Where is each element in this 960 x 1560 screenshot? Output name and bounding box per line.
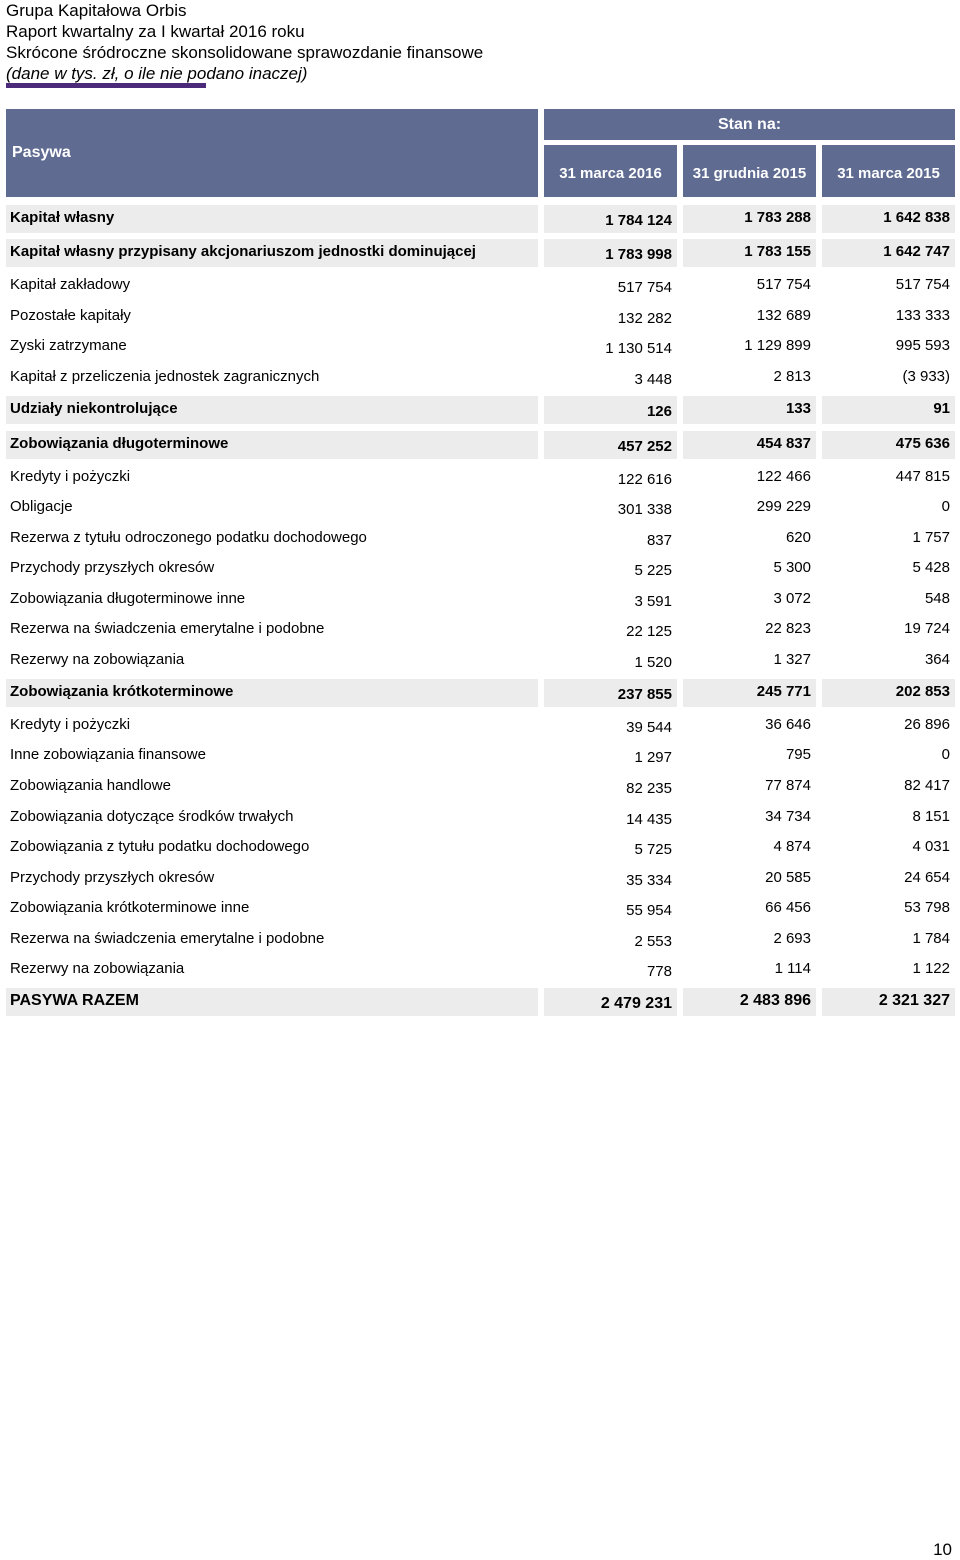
value-2016-03: 22 125 (626, 623, 672, 640)
row-label: Zobowiązania z tytułu podatku dochodowego (10, 838, 310, 855)
document-header (6, 0, 483, 84)
row-label: Pozostałe kapitały (10, 307, 131, 324)
value-2015-03: 447 815 (895, 468, 950, 485)
value-2015-03: 24 654 (904, 869, 950, 886)
value-2015-03: 133 333 (895, 307, 950, 324)
table-row (0, 742, 960, 770)
row-label: Kapitał własny (6, 205, 538, 233)
value-2016-03: 2 479 231 (544, 988, 677, 1016)
row-label: Rezerwa na świadczenia emerytalne i podobne (10, 930, 325, 947)
row-label: Zobowiązania krótkoterminowe inne (10, 899, 250, 916)
value-2015-12: 66 456 (765, 899, 811, 916)
table-row (0, 834, 960, 862)
stan-na-header: Stan na: (544, 109, 955, 140)
row-label: Przychody przyszłych okresów (10, 559, 215, 576)
statement-title: Skrócone śródroczne skonsolidowane sprawozdanie finansowe (6, 43, 484, 62)
value-2015-12: 1 114 (774, 960, 811, 977)
value-2015-12: 2 813 (773, 368, 811, 385)
row-label: Inne zobowiązania finansowe (10, 746, 206, 763)
value-2015-03: 1 784 (912, 930, 950, 947)
row-label: Kapitał własny przypisany akcjonariuszom jednostki dominującej (6, 239, 538, 267)
value-2016-03: 132 282 (617, 310, 672, 327)
value-2015-03: 82 417 (904, 777, 950, 794)
value-2015-12: 22 823 (765, 620, 811, 637)
table-row (0, 647, 960, 675)
value-2015-03: 1 122 (912, 960, 950, 977)
value-2016-03: 5 725 (634, 841, 672, 858)
row-label: Kredyty i pożyczki (10, 468, 131, 485)
value-2016-03: 35 334 (626, 872, 672, 889)
value-2016-03: 1 297 (634, 749, 672, 766)
value-2016-03: 837 (646, 532, 672, 549)
column-header-2015-12: 31 grudnia 2015 (683, 145, 816, 197)
table-row (0, 616, 960, 644)
table-row (0, 431, 960, 459)
value-2015-12: 454 837 (683, 431, 816, 459)
table-row (0, 272, 960, 300)
value-2015-12: 3 072 (773, 590, 811, 607)
table-row (0, 773, 960, 801)
value-2015-12: 77 874 (765, 777, 811, 794)
pasywa-header: Pasywa (6, 109, 538, 197)
value-2015-12: 2 693 (773, 930, 811, 947)
row-label: Rezerwy na zobowiązania (10, 960, 185, 977)
table-row (0, 555, 960, 583)
row-label: Zobowiązania handlowe (10, 777, 171, 794)
report-title: Raport kwartalny za I kwartał 2016 roku (6, 22, 305, 41)
value-2015-12: 4 874 (773, 838, 811, 855)
value-2015-12: 620 (785, 529, 811, 546)
value-2015-12: 1 783 288 (683, 205, 816, 233)
table-row (0, 364, 960, 392)
row-label: Kapitał zakładowy (10, 276, 131, 293)
value-2016-03: 1 130 514 (605, 340, 672, 357)
row-label: Przychody przyszłych okresów (10, 869, 215, 886)
value-2015-03: 1 642 747 (822, 239, 955, 267)
table-row (0, 712, 960, 740)
value-2016-03: 517 754 (617, 279, 672, 296)
value-2016-03: 1 520 (634, 654, 672, 671)
value-2015-03: 364 (924, 651, 950, 668)
table-row (0, 804, 960, 832)
value-2015-12: 122 466 (756, 468, 811, 485)
row-label: Kredyty i pożyczki (10, 716, 131, 733)
value-2015-12: 34 734 (765, 808, 811, 825)
value-2015-03: 8 151 (912, 808, 950, 825)
row-label: Kapitał z przeliczenia jednostek zagranicznych (10, 368, 320, 385)
table-row (0, 679, 960, 707)
row-label: Rezerwa na świadczenia emerytalne i podobne (10, 620, 325, 637)
value-2016-03: 126 (544, 396, 677, 424)
value-2015-12: 517 754 (756, 276, 811, 293)
value-2016-03: 1 783 998 (544, 239, 677, 267)
value-2015-03: 517 754 (895, 276, 950, 293)
table-row (0, 239, 960, 267)
row-label: Udziały niekontrolujące (6, 396, 538, 424)
table-row (0, 464, 960, 492)
row-label: PASYWA RAZEM (6, 988, 538, 1016)
value-2015-03: (3 933) (902, 368, 950, 385)
value-2016-03: 39 544 (626, 719, 672, 736)
value-2015-12: 1 783 155 (683, 239, 816, 267)
value-2015-12: 20 585 (765, 869, 811, 886)
value-2015-12: 1 327 (773, 651, 811, 668)
value-2016-03: 3 591 (634, 593, 672, 610)
value-2015-12: 133 (683, 396, 816, 424)
table-row (0, 494, 960, 522)
value-2016-03: 55 954 (626, 902, 672, 919)
value-2015-03: 91 (822, 396, 955, 424)
row-label: Rezerwy na zobowiązania (10, 651, 185, 668)
row-label: Zobowiązania długoterminowe (6, 431, 538, 459)
value-2015-12: 5 300 (773, 559, 811, 576)
value-2015-12: 2 483 896 (683, 988, 816, 1016)
table-row (0, 988, 960, 1016)
table-row (0, 396, 960, 424)
row-label: Zobowiązania krótkoterminowe (6, 679, 538, 707)
value-2016-03: 778 (646, 963, 672, 980)
row-label: Zyski zatrzymane (10, 337, 127, 354)
value-2015-03: 1 642 838 (822, 205, 955, 233)
value-2016-03: 1 784 124 (544, 205, 677, 233)
table-row (0, 525, 960, 553)
table-row (0, 895, 960, 923)
value-2015-03: 1 757 (912, 529, 950, 546)
table-row (0, 956, 960, 984)
value-2016-03: 237 855 (544, 679, 677, 707)
row-label: Zobowiązania długoterminowe inne (10, 590, 246, 607)
value-2015-03: 4 031 (912, 838, 950, 855)
value-2015-03: 5 428 (912, 559, 950, 576)
value-2015-03: 0 (941, 746, 950, 763)
value-2015-12: 132 689 (756, 307, 811, 324)
value-2015-12: 1 129 899 (744, 337, 811, 354)
table-row (0, 333, 960, 361)
value-2015-03: 202 853 (822, 679, 955, 707)
value-2016-03: 14 435 (626, 811, 672, 828)
value-2016-03: 5 225 (634, 562, 672, 579)
value-2015-12: 795 (785, 746, 811, 763)
value-2016-03: 301 338 (617, 501, 672, 518)
value-2015-12: 36 646 (765, 716, 811, 733)
value-2016-03: 122 616 (617, 471, 672, 488)
row-label: Rezerwa z tytułu odroczonego podatku dochodowego (10, 529, 367, 546)
value-2015-03: 19 724 (904, 620, 950, 637)
value-2015-03: 0 (941, 498, 950, 515)
table-row (0, 205, 960, 233)
table-row (0, 586, 960, 614)
column-header-2016-03: 31 marca 2016 (544, 145, 677, 197)
company-name: Grupa Kapitałowa Orbis (6, 1, 187, 20)
value-2016-03: 3 448 (634, 371, 672, 388)
value-2015-03: 2 321 327 (822, 988, 955, 1016)
value-2015-03: 26 896 (904, 716, 950, 733)
row-label: Obligacje (10, 498, 73, 515)
table-row (0, 865, 960, 893)
value-2016-03: 2 553 (634, 933, 672, 950)
value-2015-03: 53 798 (904, 899, 950, 916)
value-2015-12: 299 229 (756, 498, 811, 515)
value-2015-03: 475 636 (822, 431, 955, 459)
table-row (0, 303, 960, 331)
page-number: 10 (933, 1540, 952, 1559)
units-note: (dane w tys. zł, o ile nie podano inaczej) (6, 64, 308, 83)
column-header-2015-03: 31 marca 2015 (822, 145, 955, 197)
value-2015-03: 548 (924, 590, 950, 607)
value-2016-03: 82 235 (626, 780, 672, 797)
value-2015-12: 245 771 (683, 679, 816, 707)
value-2015-03: 995 593 (895, 337, 950, 354)
row-label: Zobowiązania dotyczące środków trwałych (10, 808, 294, 825)
table-row (0, 926, 960, 954)
accent-bar (6, 83, 206, 88)
value-2016-03: 457 252 (544, 431, 677, 459)
